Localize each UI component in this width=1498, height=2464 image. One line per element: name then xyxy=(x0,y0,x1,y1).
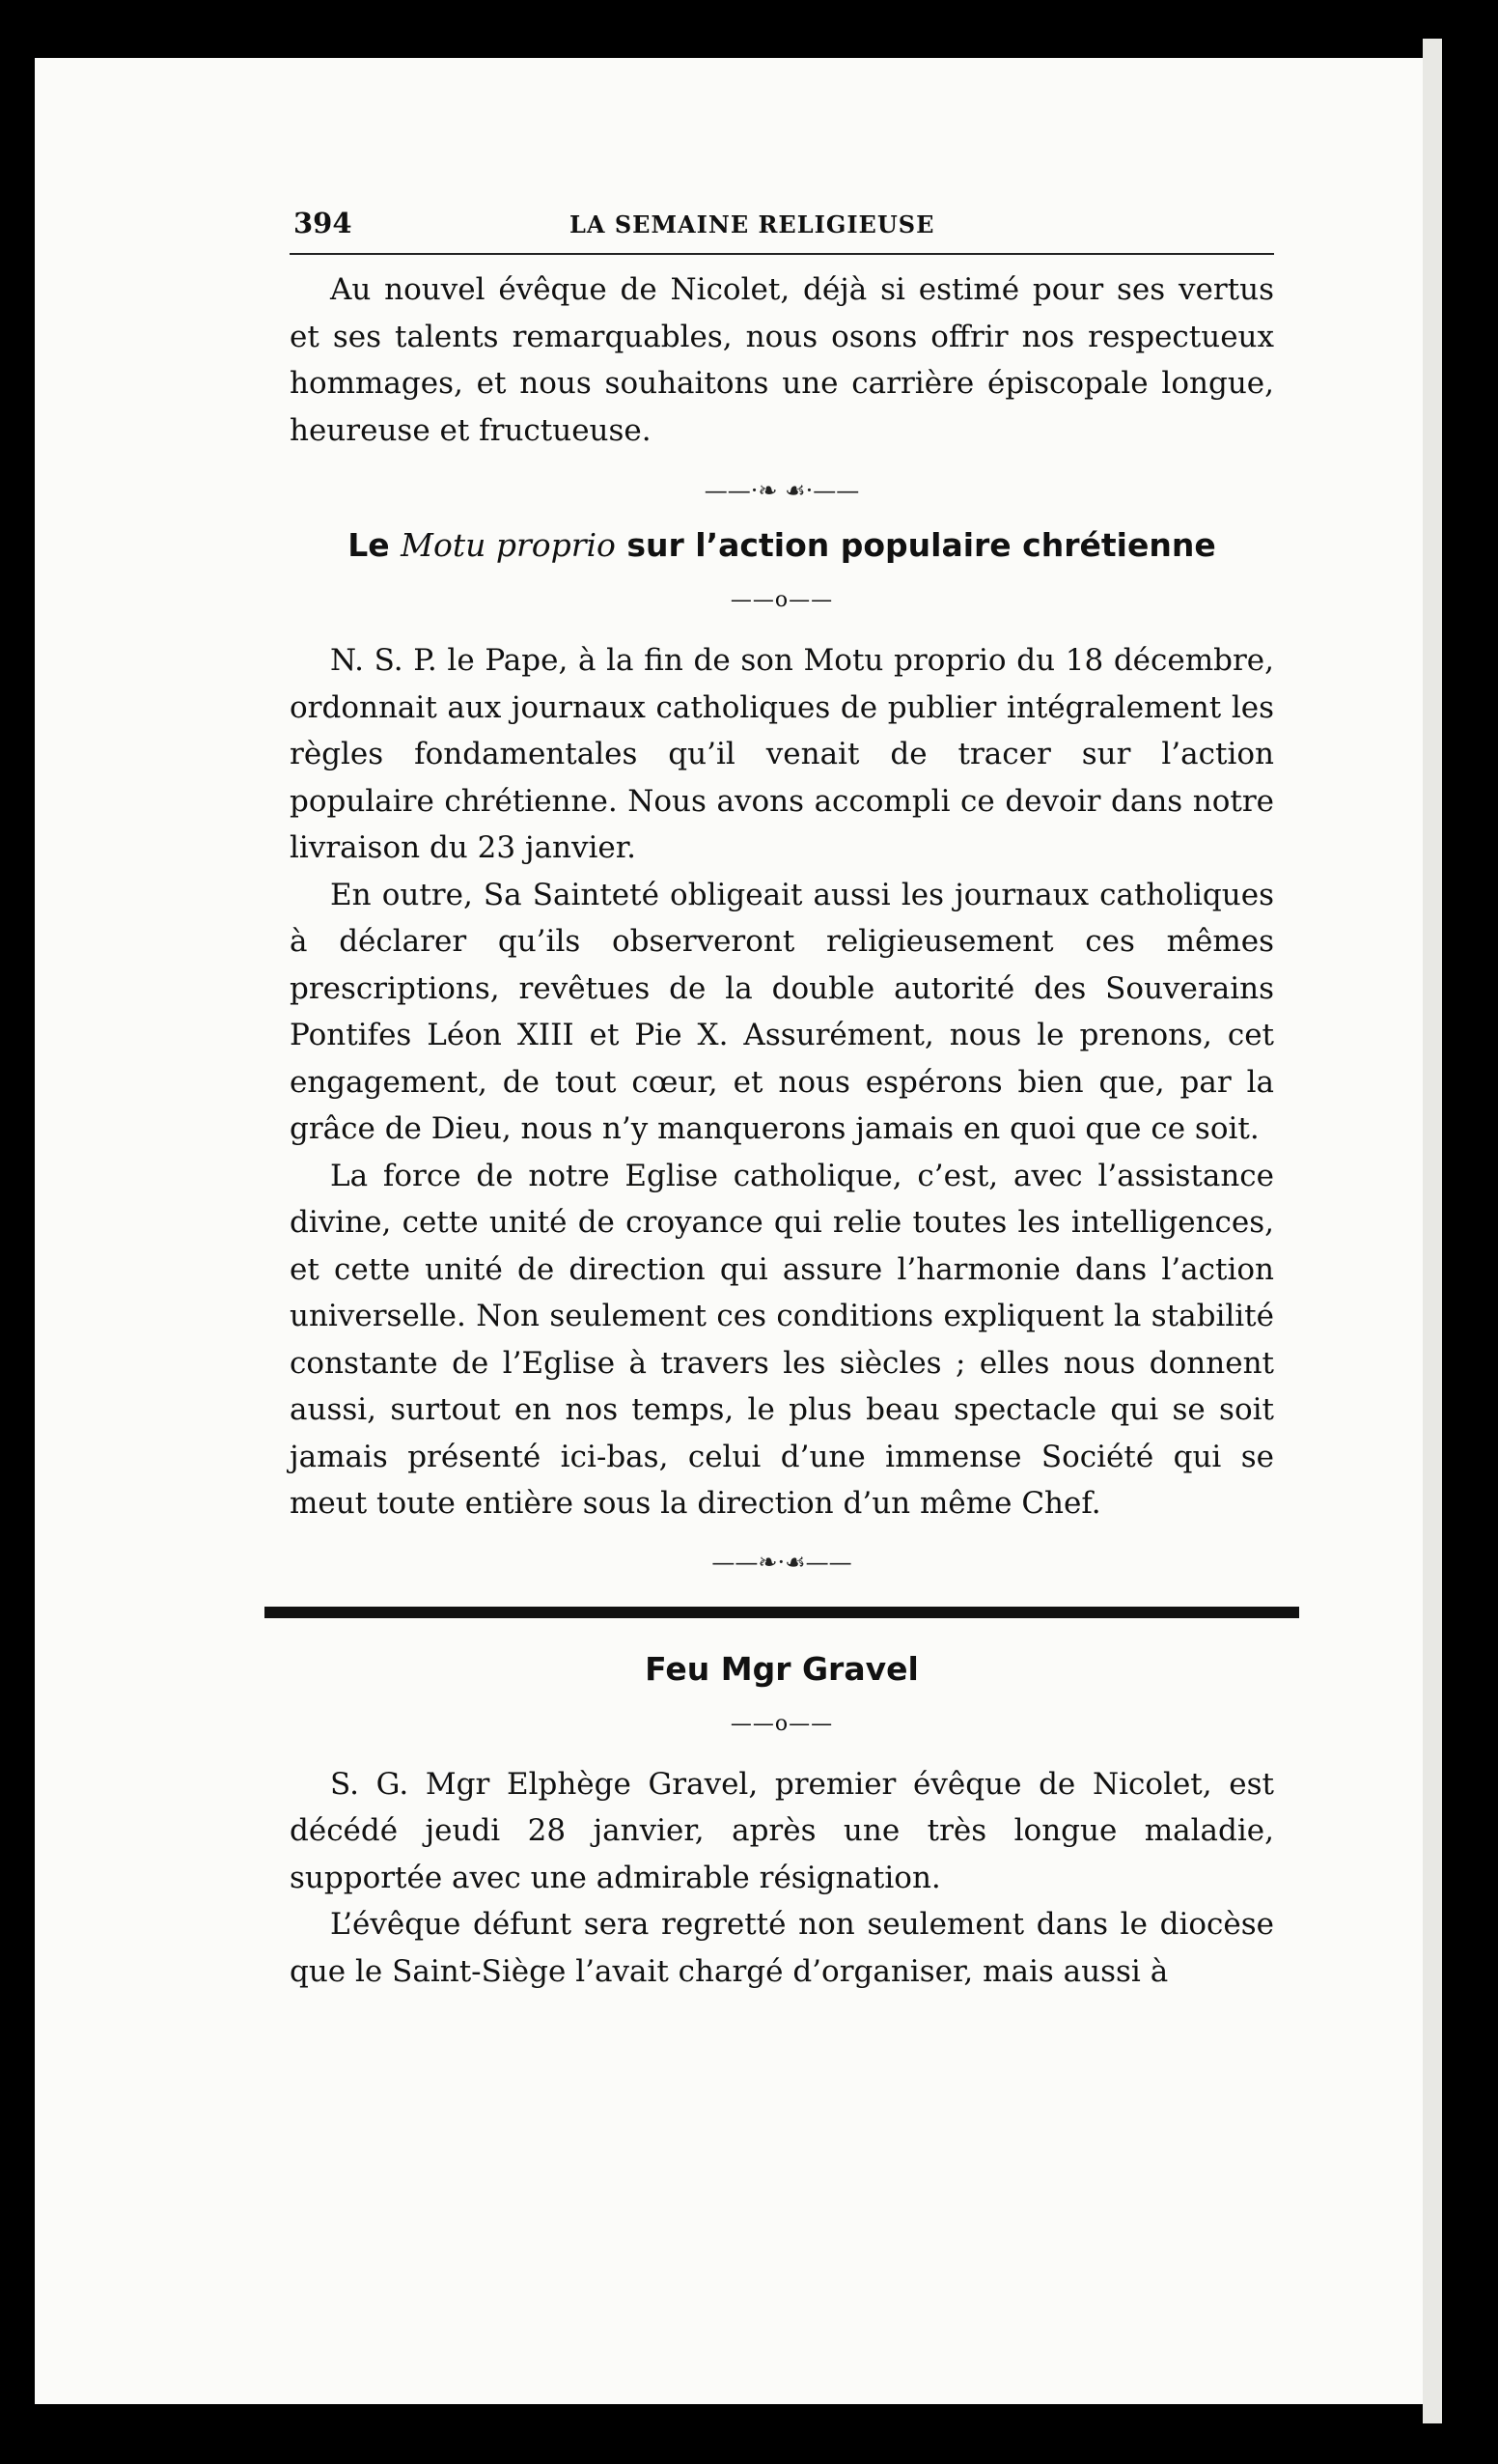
page-content xyxy=(290,193,1274,1995)
article-title-feu-mgr-gravel: Feu Mgr Gravel xyxy=(645,1649,919,1688)
article-paragraph: La force de notre Eglise catholique, c’est, avec l’assistance divine, cette unité de croyance qui relie toutes les intelligences, et cette unité de direction qui assure l’harmonie dans l’action universelle. Non seulement ces conditions expliquent la stabilité constante de l’Eglise à travers les siècles ; elles nous donnent aussi, surtout en nos temps, le plus beau spectacle qui se soit jamais présenté ici-bas, celui d’une immense Société qui se meut toute entière sous la direction d’un même Chef. xyxy=(290,1158,1274,1521)
article-paragraph: En outre, Sa Sainteté obligeait aussi les journaux catholiques à déclarer qu’ils observeront religieusement ces mêmes prescriptions, revêtues de la double autorité des Souverains Pontifes Léon XIII et Pie X. Assurément, nous le prenons, cet engagement, de tout cœur, et nous espérons bien que, par la grâce de Dieu, nous n’y manquerons jamais en quoi que ce soit. xyxy=(290,877,1274,1146)
article-paragraph: N. S. P. le Pape, à la fin de son Motu proprio du 18 décembre, ordonnait aux journaux catholiques de publier intégralement les règles fondamentales qu’il venait de tracer sur l’action populaire chrétienne. Nous avons accompli ce devoir dans notre livraison du 23 janvier. xyxy=(290,643,1274,865)
running-title: LA SEMAINE RELIGIEUSE xyxy=(569,210,935,238)
page-number: 394 xyxy=(293,207,352,239)
title-suffix: sur l’action populaire chrétienne xyxy=(615,526,1216,564)
page-edge xyxy=(1423,39,1442,2423)
section-ornament: ——·❧ ☙·—— xyxy=(704,477,860,504)
article-paragraph: S. G. Mgr Elphège Gravel, premier évêque de Nicolet, est décédé jeudi 28 janvier, après une très longue maladie, supportée avec une admirable résignation. xyxy=(290,1766,1274,1895)
title-separator: ——o—— xyxy=(730,588,834,612)
page-header xyxy=(290,193,1274,255)
book-binding xyxy=(1442,39,1498,2423)
intro-paragraph: Au nouvel évêque de Nicolet, déjà si estimé pour ses vertus et ses talents remarquables, nous osons offrir nos respectueux hommages, et nous souhaitons une carrière épiscopale longue, heureuse et fructueuse. xyxy=(290,272,1274,448)
article-paragraph: L’évêque défunt sera regretté non seulement dans le diocèse que le Saint-Siège l’avait chargé d’organiser, mais aussi à xyxy=(290,1907,1274,1989)
article-title-motu-proprio xyxy=(290,521,1274,570)
title-prefix: Le xyxy=(347,526,402,564)
section-ornament: ——❧·☙—— xyxy=(711,1548,852,1576)
title-separator: ——o—— xyxy=(730,1711,834,1736)
title-italic: Motu proprio xyxy=(401,526,616,564)
thick-divider xyxy=(264,1607,1299,1618)
